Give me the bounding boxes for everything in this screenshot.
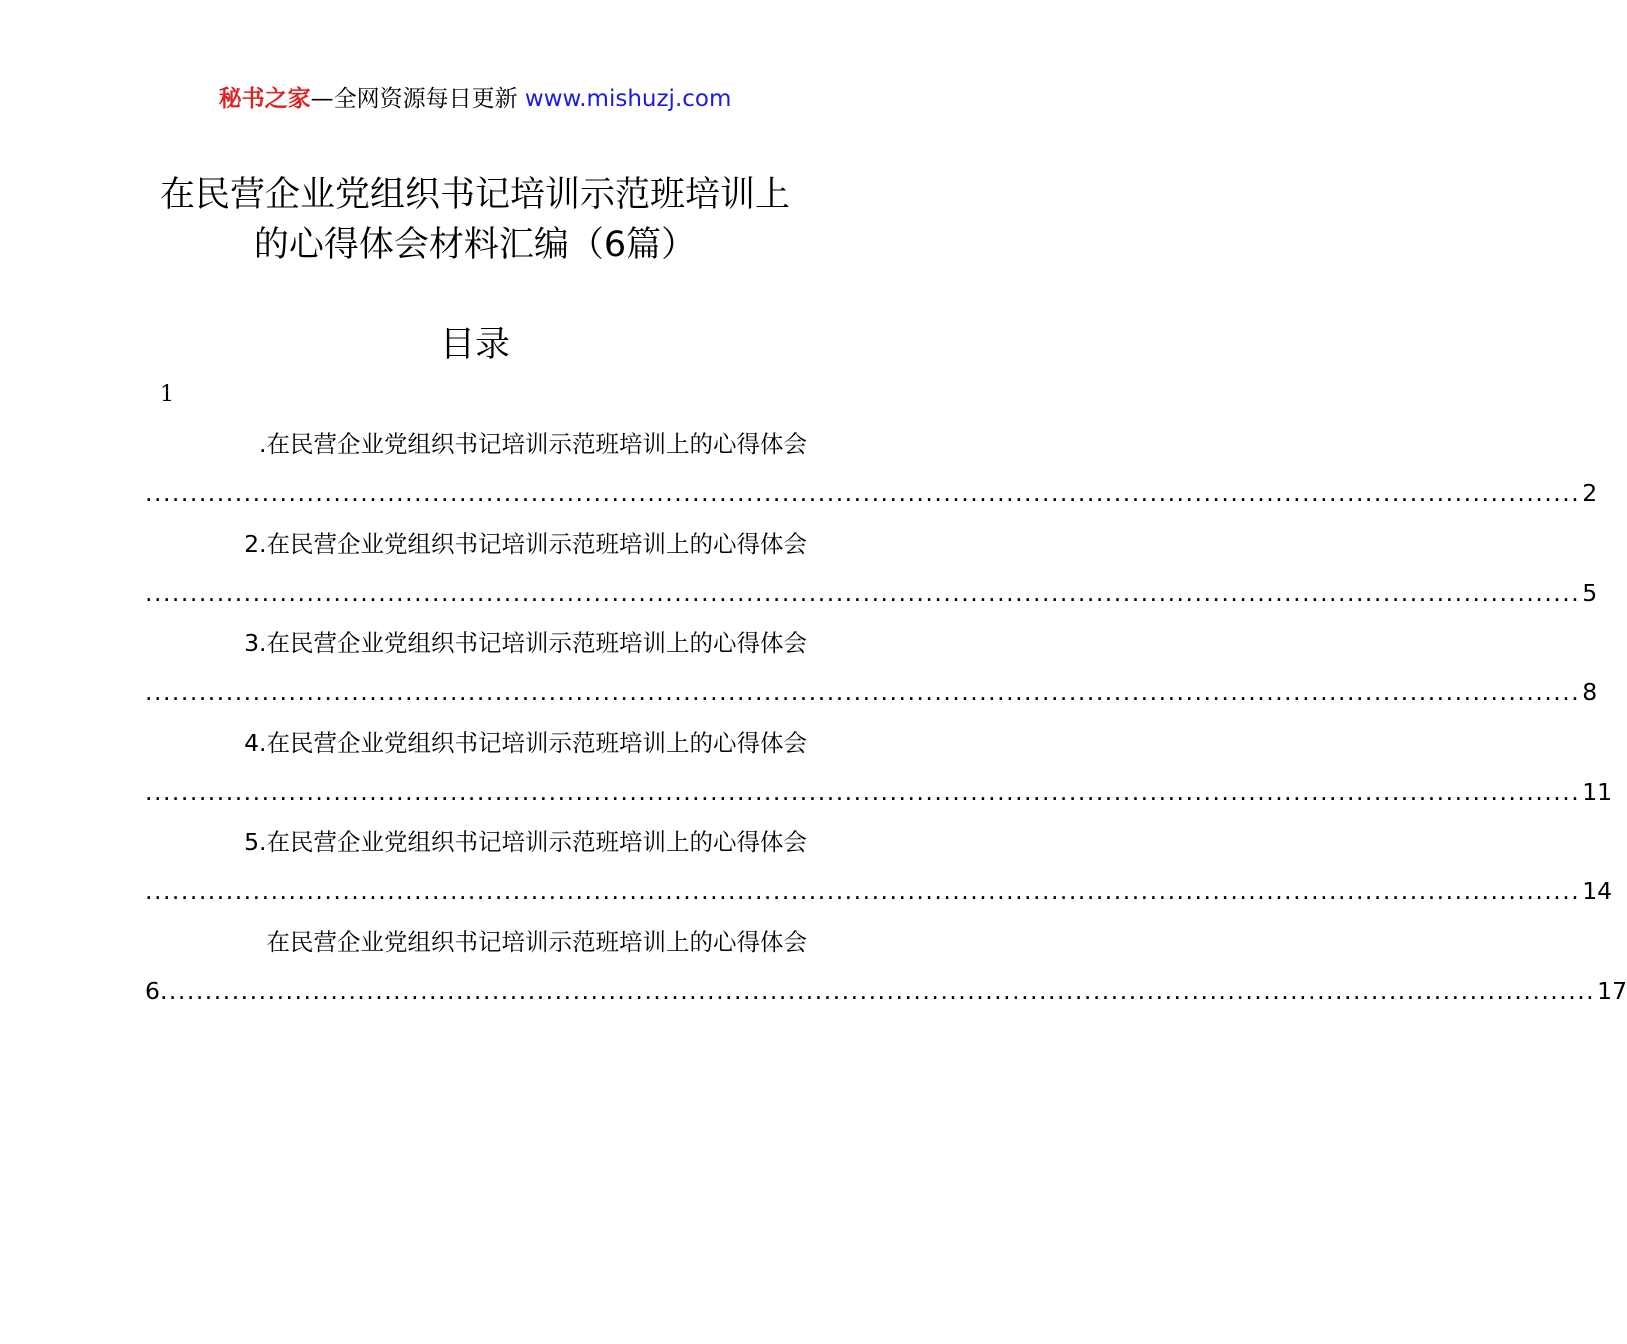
toc-page-number: 2 (1582, 479, 1598, 507)
document-title (0, 170, 950, 270)
toc-dot-leader: ................................................................................................................................................................ (145, 777, 1581, 806)
toc-entry-title: 3.在民营企业党组织书记培训示范班培训上的心得体会 (244, 629, 807, 657)
toc-page-number: 14 (1582, 877, 1613, 905)
toc-page-number: 11 (1582, 777, 1613, 806)
toc-dot-leader: ................................................................................................................................................................ (145, 678, 1581, 706)
toc-entry-title: 2.在民营企业党组织书记培训示范班培训上的心得体会 (244, 529, 807, 558)
site-url-link[interactable]: www.mishuzj.com (524, 86, 732, 112)
toc-entry-leader (145, 672, 1598, 722)
toc-entry-leader (145, 871, 1613, 921)
site-brand: 秘书之家 (218, 86, 311, 112)
toc-entry-leader (145, 772, 1613, 822)
site-header (0, 80, 950, 113)
toc-entry-4[interactable] (145, 722, 1613, 822)
toc-page-number: 17 (1597, 976, 1627, 1005)
toc-entry-title: .在民营企业党组织书记培训示范班培训上的心得体会 (259, 430, 807, 458)
toc-entry-3[interactable] (145, 622, 1598, 722)
toc-dot-leader: ................................................................................................................................................................ (145, 877, 1581, 905)
table-of-contents (145, 423, 1627, 1020)
toc-entry-6[interactable] (145, 921, 1627, 1021)
document-title-line-2: 的心得体会材料汇编（6篇） (253, 225, 697, 265)
toc-entry-2[interactable] (145, 523, 1598, 623)
toc-entry-1[interactable] (145, 423, 1598, 523)
toc-entry-title: 5.在民营企业党组织书记培训示范班培训上的心得体会 (244, 828, 807, 856)
toc-entry-title: 在民营企业党组织书记培训示范班培训上的心得体会 (266, 927, 807, 956)
toc-entry-leader (145, 971, 1627, 1021)
toc-page-number: 5 (1582, 578, 1598, 607)
toc-dot-leader: ................................................................................................................................................................ (159, 976, 1596, 1005)
site-tagline: —全网资源每日更新 (310, 86, 518, 112)
toc-entry-prefix: 6 (145, 976, 160, 1005)
toc-dot-leader: ................................................................................................................................................................ (145, 479, 1581, 507)
document-title-line-1: 在民营企业党组织书记培训示范班培训上 (159, 175, 790, 215)
toc-entry-leader (145, 573, 1598, 623)
toc-stray-number: 1 (160, 382, 174, 407)
toc-heading: 目录 (439, 325, 510, 365)
toc-entry-5[interactable] (145, 821, 1613, 921)
toc-dot-leader: ................................................................................................................................................................ (145, 578, 1581, 607)
toc-page-number: 8 (1582, 678, 1598, 706)
toc-entry-title: 4.在民营企业党组织书记培训示范班培训上的心得体会 (244, 728, 807, 757)
toc-entry-leader (145, 473, 1598, 523)
